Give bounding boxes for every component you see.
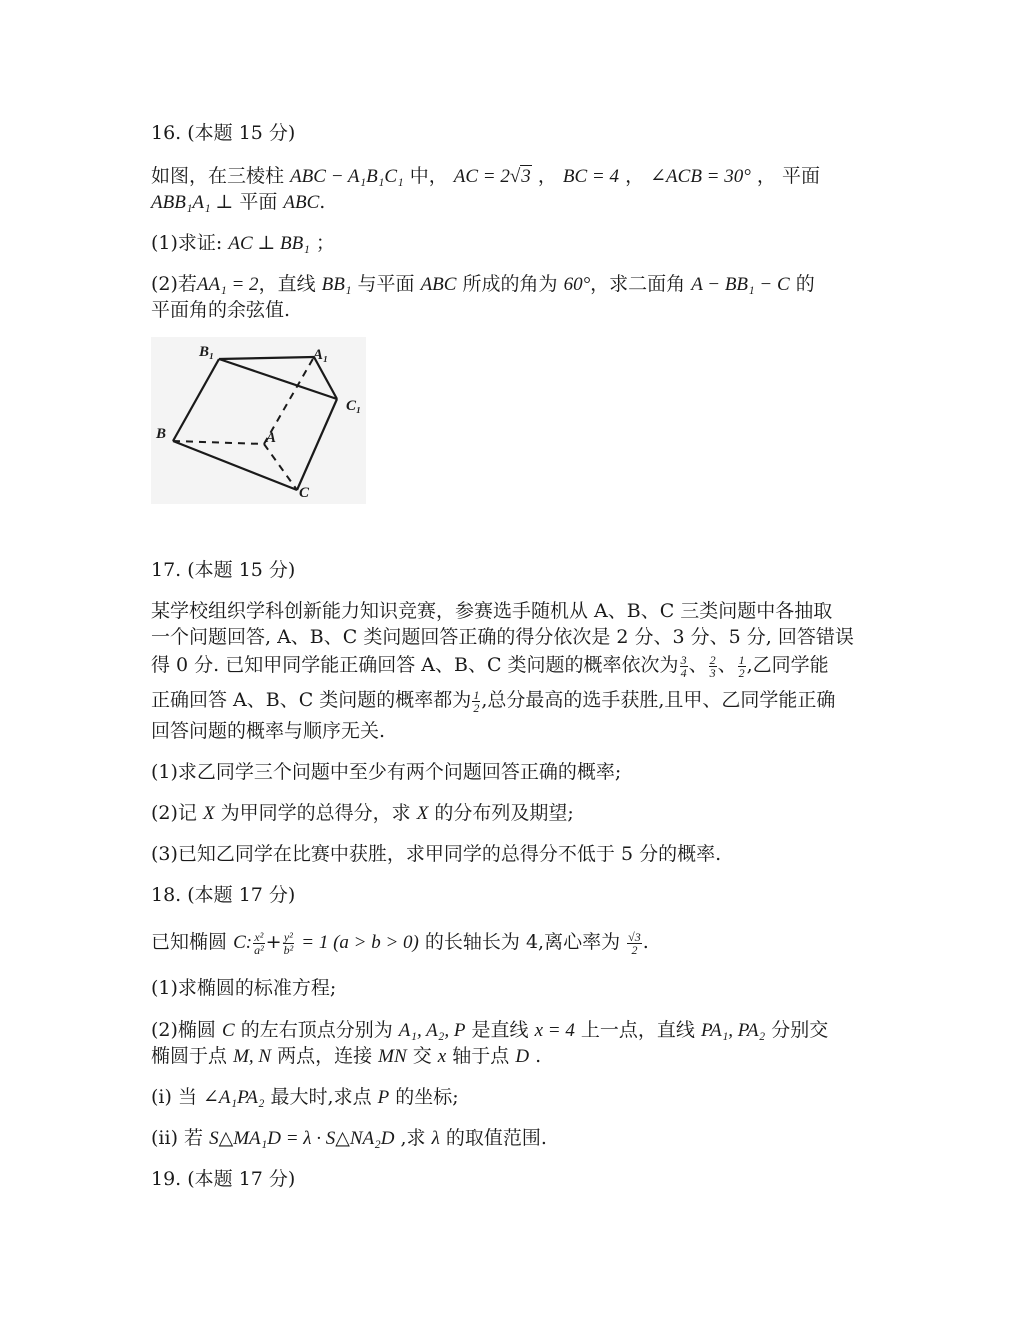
q17-text: 得 0 分. 已知甲同学能正确回答 A、B、C 类问题的概率依次为 xyxy=(151,654,679,676)
q17-stem-line4 xyxy=(151,688,835,714)
q17-text: 、 xyxy=(688,654,708,676)
q18-text: 交 xyxy=(412,1045,432,1067)
label-c: C xyxy=(299,485,310,501)
q17-frac-2-3: $\frac{2}{3}$ xyxy=(709,652,716,680)
q18-stem-line1 xyxy=(151,930,649,956)
q16-part2-line1 xyxy=(151,272,815,297)
q18-text: 已知椭圆 xyxy=(151,931,228,953)
q18-text: 的长轴长为 4,离心率为 xyxy=(424,931,621,953)
q18-frac-x2a2: $\frac{\text{x²}}{\text{a²}}$ xyxy=(254,929,264,957)
q18-text: 的坐标; xyxy=(395,1086,459,1108)
q17-text: ,乙同学能 xyxy=(746,654,829,676)
q18-text: . xyxy=(642,931,649,953)
q18-text: 分别交 xyxy=(771,1019,829,1041)
q18-frac-sqrt3-2: $\frac{√3}{2}$ xyxy=(628,929,641,957)
q16-ac-sqrt: √3 xyxy=(509,166,531,187)
q17-text: 为甲同学的总得分，求 xyxy=(220,802,411,824)
q18-mn2-expr: MN xyxy=(378,1046,407,1067)
q17-part1: (1)求乙同学三个问题中至少有两个问题回答正确的概率; xyxy=(151,761,622,783)
label-c1: C₁ xyxy=(346,398,362,414)
label-b: B xyxy=(156,426,167,442)
q18-eq-expr: = 1 (a > b > 0) xyxy=(301,932,419,953)
q18-c-var: C: xyxy=(233,932,253,953)
q17-text: ,总分最高的选手获胜,且甲、乙同学能正确 xyxy=(481,689,836,711)
q16-dihedral-expr: A − BB₁ − C xyxy=(691,274,790,295)
q18-text: (i) 当 xyxy=(151,1086,197,1108)
q16-header: 16. (本题 15 分) xyxy=(151,122,296,144)
q16-text: (1)求证: xyxy=(151,232,223,254)
q18-part2-line2 xyxy=(151,1044,541,1069)
q18-lines-expr: PA₁, PA₂ xyxy=(700,1020,766,1041)
q18-area-expr: S△MA₁D = λ · S△NA₂D xyxy=(209,1128,395,1149)
q18-text: (ii) 若 xyxy=(151,1127,204,1149)
q16-p1-expr: AC ⊥ BB₁ xyxy=(228,233,310,254)
q16-angle-expr: ∠ACB = 30° xyxy=(650,166,751,187)
q17-text: 正确回答 A、B、C 类问题的概率都为 xyxy=(151,689,472,711)
q16-stem-line1 xyxy=(151,164,820,189)
q17-x-var: X xyxy=(202,803,215,824)
q16-bb1-expr: BB₁ xyxy=(321,274,352,295)
q18-frac-y2b2: $\frac{\text{y²}}{\text{b²}}$ xyxy=(283,929,294,957)
q18-text: (2)椭圆 xyxy=(151,1019,216,1041)
q18-d-var: D xyxy=(515,1046,530,1067)
q18-text: . xyxy=(535,1045,542,1067)
q16-60-expr: 60° xyxy=(563,274,591,295)
q16-prism-expr: ABC − A₁B₁C₁ xyxy=(290,166,404,187)
q16-text: . xyxy=(319,191,326,213)
label-a: A xyxy=(266,430,277,446)
q18-points-expr: A₁, A₂, P xyxy=(398,1020,466,1041)
q16-text: 所成的角为 xyxy=(462,273,558,295)
q17-text: 、 xyxy=(717,654,737,676)
q17-stem-line2: 一个问题回答, A、B、C 类问题回答正确的得分依次是 2 分、3 分、5 分, 回答错误 xyxy=(151,626,854,648)
q17-stem-line5: 回答问题的概率与顺序无关. xyxy=(151,720,386,742)
q16-text: 与平面 xyxy=(357,273,415,295)
q16-text: ， xyxy=(537,165,557,187)
q16-text: 如图，在三棱柱 xyxy=(151,165,285,187)
q18-line-expr: x = 4 xyxy=(534,1020,575,1041)
q16-abc-expr: ABC xyxy=(420,274,457,295)
q18-angle-expr: ∠A₁PA₂ xyxy=(203,1087,265,1108)
q18-text: 是直线 xyxy=(471,1019,529,1041)
q18-p-var: P xyxy=(377,1087,390,1108)
q18-text: 的取值范围. xyxy=(445,1127,547,1149)
label-b1: B₁ xyxy=(199,344,215,360)
q18-part1: (1)求椭圆的标准方程; xyxy=(151,977,337,999)
q17-part2 xyxy=(151,801,574,826)
q18-text: 上一点，直线 xyxy=(580,1019,695,1041)
prism-diagram xyxy=(151,337,366,504)
q18-c-var: C xyxy=(221,1020,235,1041)
q17-text: (2)记 xyxy=(151,802,197,824)
q17-frac-1-2: $\frac{1}{2}$ xyxy=(738,652,745,680)
q18-text: 的左右顶点分别为 xyxy=(240,1019,393,1041)
q16-text: 的 xyxy=(795,273,815,295)
q16-stem-line2 xyxy=(151,190,325,215)
q16-part2-line2: 平面角的余弦值. xyxy=(151,299,291,321)
q17-stem-line3 xyxy=(151,653,829,679)
q16-plane-expr: ABB₁A₁ ⊥ xyxy=(151,192,234,213)
q18-text: 两点，连接 xyxy=(277,1045,373,1067)
q18-mn-expr: M, N xyxy=(233,1046,272,1067)
q18-x-var: x xyxy=(437,1046,447,1067)
q16-text: ， xyxy=(625,165,645,187)
q18-part-ii xyxy=(151,1126,547,1151)
prism-figure xyxy=(151,337,366,504)
q16-text: 平面 xyxy=(239,191,278,213)
q18-lambda-var: λ xyxy=(431,1128,440,1149)
q16-part1 xyxy=(151,231,335,256)
q18-part-i xyxy=(151,1085,459,1110)
q16-text: 平面 xyxy=(781,165,820,187)
q19-header: 19. (本题 17 分) xyxy=(151,1168,296,1190)
q18-text: ,求 xyxy=(400,1127,426,1149)
q18-plus: + xyxy=(265,931,282,953)
q17-part3: (3)已知乙同学在比赛中获胜，求甲同学的总得分不低于 5 分的概率. xyxy=(151,843,722,865)
q16-aa1-expr: AA₁ = 2 xyxy=(196,274,259,295)
q17-frac-1-2b: $\frac{1}{2}$ xyxy=(473,687,480,715)
q17-text: 的分布列及期望; xyxy=(434,802,574,824)
q16-plane-abc: ABC xyxy=(283,192,320,213)
q16-bc-expr: BC = 4 xyxy=(562,166,620,187)
q17-frac-3-4: $\frac{3}{4}$ xyxy=(680,652,687,680)
q16-ac-expr: AC = 2 xyxy=(453,166,510,187)
q18-header: 18. (本题 17 分) xyxy=(151,884,296,906)
q17-x-var: X xyxy=(416,803,429,824)
q16-text: ，求二面角 xyxy=(590,273,686,295)
label-a1: A₁ xyxy=(313,347,329,363)
q17-stem-line1: 某学校组织学科创新能力知识竞赛，参赛选手随机从 A、B、C 三类问题中各抽取 xyxy=(151,600,833,622)
q16-text: 中， xyxy=(409,165,448,187)
q18-text: 轴于点 xyxy=(452,1045,510,1067)
q18-part2-line1 xyxy=(151,1018,828,1043)
q16-text: ； xyxy=(315,232,335,254)
q18-text: 最大时,求点 xyxy=(270,1086,372,1108)
q18-text: 椭圆于点 xyxy=(151,1045,228,1067)
q16-text: ，直线 xyxy=(258,273,316,295)
q16-text: ， xyxy=(756,165,776,187)
q17-header: 17. (本题 15 分) xyxy=(151,559,296,581)
q16-text: (2)若 xyxy=(151,273,197,295)
